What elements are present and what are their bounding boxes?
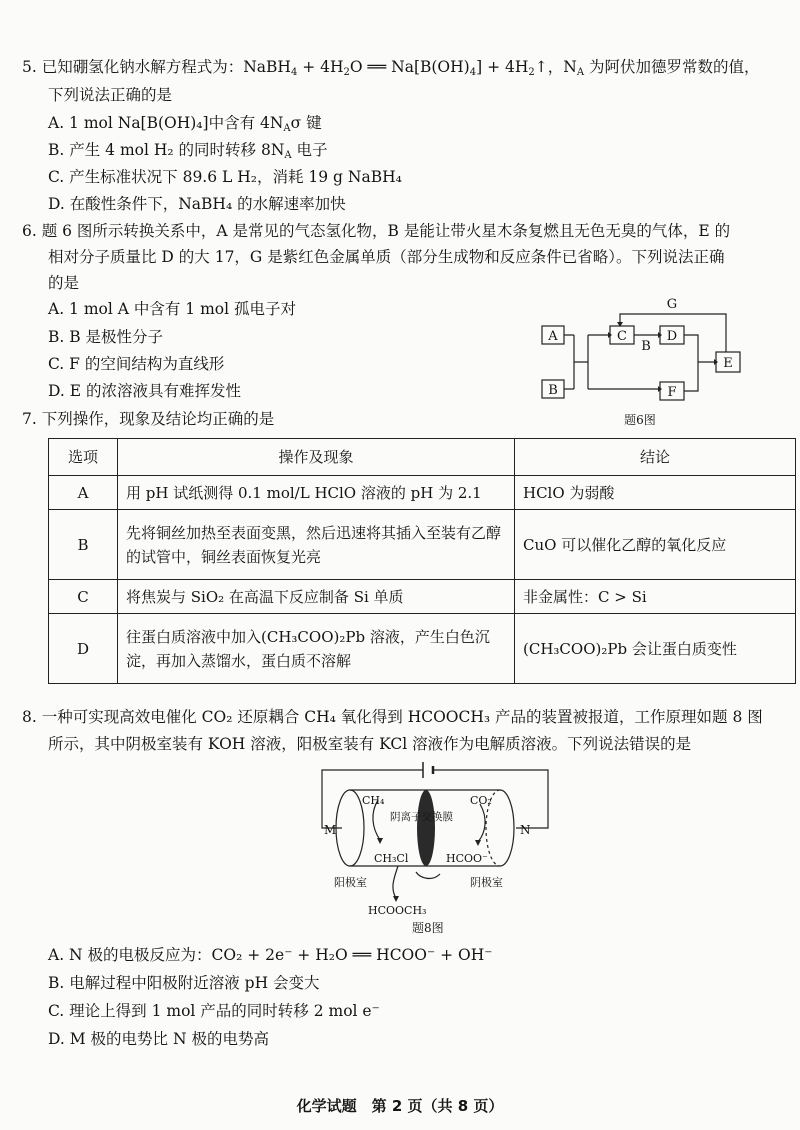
membrane-label: 阴离子交换膜 [390,811,453,823]
row-conclusion: HClO 为弱酸 [515,476,796,510]
q6-option-d[interactable]: D. E 的浓溶液具有难挥发性 [48,382,241,400]
q5-text: + 4H [297,58,344,76]
q5-line2: 下列说法正确的是 [48,86,173,104]
figure-8-diagram [320,758,550,938]
q7-stem: 7. 下列操作，现象及结论均正确的是 [22,410,275,428]
q8-option-a[interactable]: A. N 极的电极反应为：CO₂ + 2e⁻ + H₂O ══ HCOO⁻ + OH⁻ [48,946,493,964]
q6-option-b[interactable]: B. B 是极性分子 [48,328,164,346]
q8-option-d[interactable]: D. M 极的电势比 N 极的电势高 [48,1030,269,1048]
q8-line1: 8. 一种可实现高效电催化 CO₂ 还原耦合 CH₄ 氧化得到 HCOOCH₃ 产品的装置被报道，工作原理如题 8 图 [22,708,763,726]
option-text: A. 1 mol Na[B(OH)₄]中含有 4N [48,114,284,132]
sub: 4 [290,67,298,78]
row-operation: 往蛋白质溶液中加入(CH₃COO)₂Pb 溶液，产生白色沉淀，再加入蒸馏水，蛋白质不溶解 [118,614,515,684]
q6-line2: 相对分子质量比 D 的大 17，G 是紫红色金属单质（部分生成物和反应条件已省略）。下列说法正确 [48,248,725,266]
option-text: σ 键 [290,114,322,132]
node-d-label: D [666,329,678,344]
option-text: B. 产生 4 mol H₂ 的同时转移 8N [48,141,285,159]
cathode-chamber-label: 阴极室 [470,876,503,889]
ch3cl-label: CH₃Cl [374,852,409,865]
q5-option-d[interactable]: D. 在酸性条件下，NaBH₄ 的水解速率加快 [48,195,346,213]
sub: A [284,150,292,161]
row-conclusion: 非金属性：C > Si [515,580,796,614]
table-row[interactable] [49,510,796,580]
q5-line1 [22,56,759,84]
option-text: 电子 [291,141,328,159]
sub: A [576,67,585,78]
ch4-label: CH₄ [362,794,385,807]
figure-6-diagram [530,292,750,432]
row-option: A [49,476,118,510]
q5-text: ↑，N [534,58,577,76]
row-conclusion: CuO 可以催化乙醇的氧化反应 [515,510,796,580]
sub: 2 [343,67,350,78]
product-label: HCOOCH₃ [368,904,427,917]
q5-text: O ══ Na[B(OH) [349,58,470,76]
electrode-m-label: M [324,823,337,837]
q6-option-a[interactable]: A. 1 mol A 中含有 1 mol 孤电子对 [48,300,297,318]
q5-option-c[interactable]: C. 产生标准状况下 89.6 L H₂，消耗 19 g NaBH₄ [48,168,402,186]
product-arrow [393,866,398,898]
cylinder-right-end [500,790,514,866]
node-c-label: C [617,329,627,344]
row-operation: 将焦炭与 SiO₂ 在高温下反应制备 Si 单质 [118,580,515,614]
figure-6-caption: 题6图 [624,413,656,427]
q7-table [48,438,796,684]
table-row[interactable] [49,580,796,614]
figure-8-caption: 题8图 [412,921,444,935]
sub: A [283,123,291,134]
row-option: B [49,510,118,580]
anion-exchange-membrane [417,790,435,866]
q6-line1: 6. 题 6 图所示转换关系中，A 是常见的气态氢化物，B 是能让带火星木条复燃且无色无臭的气体，E 的 [22,222,731,240]
header-conclusion: 结论 [515,439,796,476]
table-header-row [49,439,796,476]
sub: 2 [528,67,535,78]
node-a-label: A [548,329,558,344]
table-row[interactable] [49,614,796,684]
q8-line2: 所示，其中阴极室装有 KOH 溶液，阳极室装有 KCl 溶液作为电解质溶液。下列说法错误的是 [48,735,692,753]
header-option: 选项 [49,439,118,476]
q8-option-c[interactable]: C. 理论上得到 1 mol 产品的同时转移 2 mol e⁻ [48,1002,380,1020]
q8-option-b[interactable]: B. 电解过程中阳极附近溶液 pH 会变大 [48,974,320,992]
arrow-label-b: B [641,339,651,354]
q5-text: 5. 已知硼氢化钠水解方程式为：NaBH [22,58,291,76]
q5-option-a[interactable] [48,112,322,140]
q5-text: 为阿伏加德罗常数的值， [584,58,760,76]
page-footer: 化学试题 第 2 页（共 8 页） [296,1097,504,1115]
co2-label: CO₂ [470,794,492,807]
node-b-label: B [548,383,558,398]
row-option: C [49,580,118,614]
node-e-label: E [723,356,733,371]
q6-option-c[interactable]: C. F 的空间结构为直线形 [48,355,225,373]
arrow-label-g: G [666,297,678,312]
row-operation: 用 pH 试纸测得 0.1 mol/L HClO 溶液的 pH 为 2.1 [118,476,515,510]
q5-option-b[interactable] [48,139,328,167]
q5-text: ] + 4H [476,58,529,76]
anion-migration-arrow [416,872,440,878]
row-operation: 先将铜丝加热至表面变黑，然后迅速将其插入至装有乙醇的试管中，铜丝表面恢复光亮 [118,510,515,580]
row-option: D [49,614,118,684]
table-row[interactable] [49,476,796,510]
node-f-label: F [667,385,677,400]
arrowhead [393,896,399,902]
hcoo-label: HCOO⁻ [446,852,488,865]
sub: 4 [469,67,477,78]
co2-to-hcoo-arrow [478,804,485,842]
q6-line3: 的是 [48,274,80,292]
arrowhead [475,840,481,846]
header-operation: 操作及现象 [118,439,515,476]
arrowhead [377,838,383,844]
row-conclusion: (CH₃COO)₂Pb 会让蛋白质变性 [515,614,796,684]
anode-chamber-label: 阳极室 [334,876,367,889]
electrode-n-label: N [520,823,531,837]
